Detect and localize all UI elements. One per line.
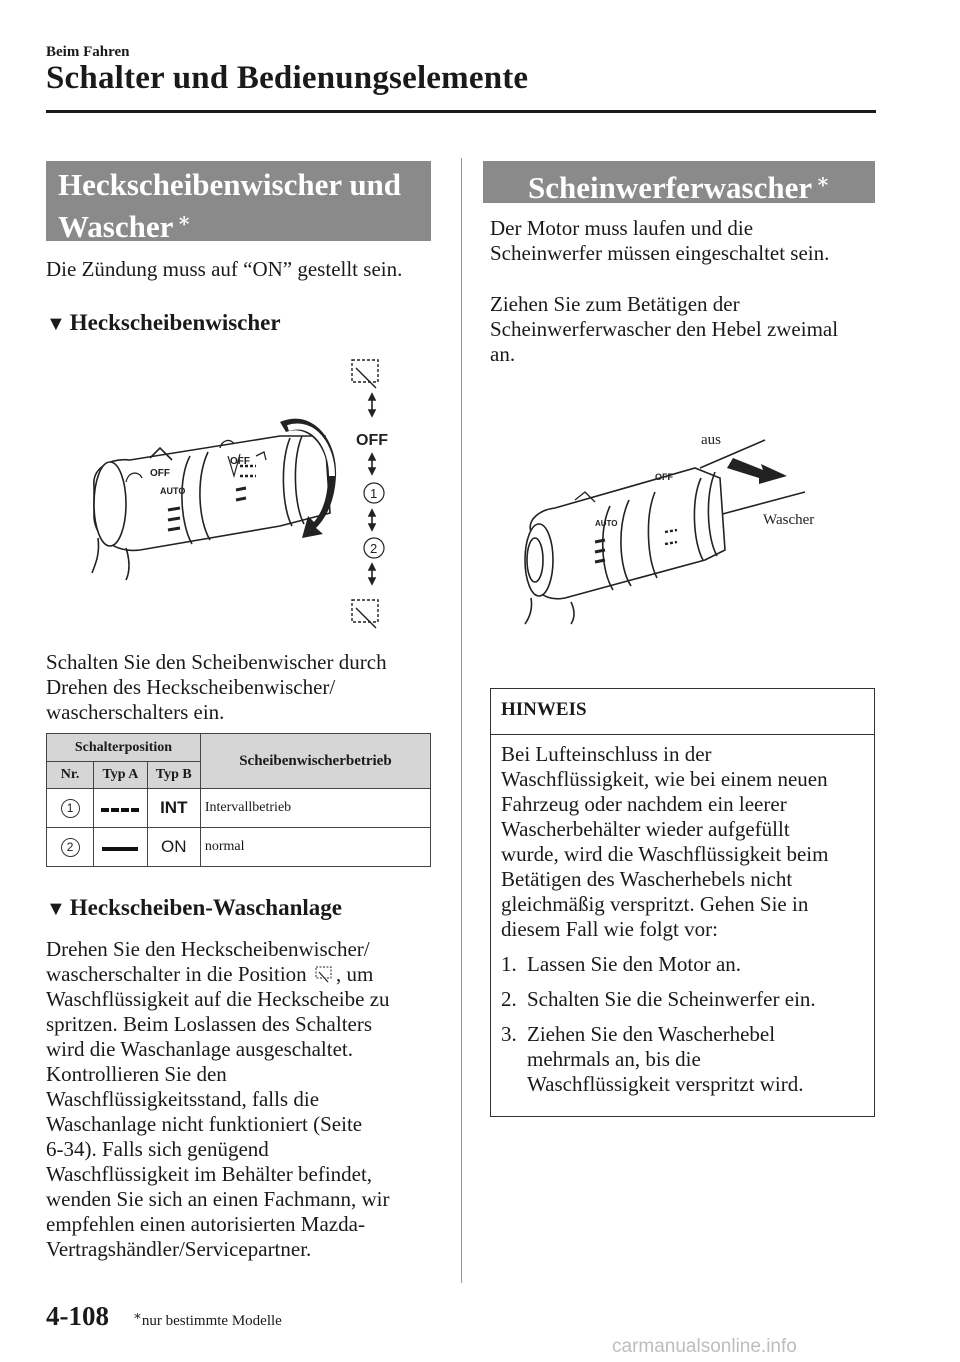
- column-divider: [461, 158, 462, 1283]
- knob-off-label-1: OFF: [150, 468, 170, 479]
- banner-line-1: Heckscheibenwischer und: [58, 167, 402, 202]
- dashed-line-icon: [101, 808, 139, 812]
- rear-wiper-lever-illustration: [80, 348, 420, 638]
- note-title: HINWEIS: [491, 689, 874, 735]
- mode-intervall: Intervallbetrieb: [200, 789, 430, 828]
- typ-b-int: INT: [147, 789, 200, 828]
- list-item: 1. Lassen Sie den Motor an.: [501, 952, 742, 976]
- table-col-typ-a: Typ A: [94, 762, 148, 789]
- washer-paragraph: Drehen Sie den Heckscheibenwischer/ wascherschalter in die Position , um Waschflüssigkeit auf die Heckscheibe zu spritzen. Beim Loslassen des Schalters wird die Waschanlage ausgeschaltet. Kontrollieren Sie den Waschflüssigkeitsstand, falls die Waschanlage nicht funktioniert (Seite 6-34). Falls sich genügend Waschflüssigkeit im Behälter befindet, wenden Sie sich an einen Fachmann, wir empfehlen einen autorisierten Mazda- Vertragshändler/Servicepartner.: [46, 937, 390, 1261]
- table-header-position: Schalterposition: [47, 734, 201, 762]
- engine-note: Der Motor muss laufen und die Scheinwerfer müssen eingeschaltet sein.: [490, 216, 830, 265]
- position-2-marker: 2: [370, 541, 378, 556]
- solid-line-icon: [102, 847, 138, 851]
- table-row: [47, 789, 431, 828]
- banner-line-2: Wascher ∗: [58, 209, 192, 244]
- optional-star-icon: ∗: [816, 171, 830, 193]
- switch-description: Schalten Sie den Scheibenwischer durch Drehen des Heckscheibenwischer/ wascherschalters ein.: [46, 650, 387, 724]
- row-number-badge: 2: [61, 838, 80, 857]
- list-item: 3. Ziehen Sie den Wascherhebel mehrmals an, bis die Waschflüssigkeit verspritzt wird.: [501, 1022, 804, 1096]
- mode-normal: normal: [200, 828, 430, 867]
- off-position-label: OFF: [356, 432, 388, 449]
- knob-off-label-2: OFF: [230, 456, 250, 467]
- section-banner-rear-wiper: [46, 161, 431, 244]
- washer-position-icon: [314, 965, 334, 983]
- table-col-typ-b: Typ B: [147, 762, 200, 789]
- subheading-rear-wiper: ▼ Heckscheibenwischer: [46, 310, 281, 335]
- note-box: [490, 688, 875, 1117]
- triangle-bullet-icon: ▼: [46, 898, 66, 920]
- knob-off-label: OFF: [655, 472, 673, 482]
- table-row: [47, 828, 431, 867]
- typ-b-on: ON: [147, 828, 200, 867]
- list-item: 2. Schalten Sie die Scheinwerfer ein.: [501, 987, 816, 1011]
- ignition-note: Die Zündung muss auf “ON” gestellt sein.: [46, 257, 403, 281]
- subheading-rear-washer: ▼ Heckscheiben-Waschanlage: [46, 895, 342, 920]
- knob-auto-label: AUTO: [160, 486, 186, 496]
- optional-star-icon: ∗: [177, 210, 192, 232]
- headlight-washer-lever-illustration: [505, 420, 835, 625]
- header-rule: [46, 110, 876, 113]
- row-number-badge: 1: [61, 799, 80, 818]
- page-number: 4-108: [46, 1301, 109, 1331]
- label-wascher: Wascher: [763, 512, 815, 528]
- section-banner-headlight-washer: Scheinwerferwascher ∗: [483, 161, 875, 203]
- watermark: carmanualsonline.info: [612, 1336, 797, 1357]
- position-1-marker: 1: [370, 486, 378, 501]
- table-col-nr: Nr.: [47, 762, 94, 789]
- operation-note: Ziehen Sie zum Betätigen der Scheinwerferwascher den Hebel zweimal an.: [490, 292, 839, 366]
- knob-auto-label: AUTO: [595, 519, 618, 528]
- label-aus: aus: [701, 432, 721, 448]
- triangle-bullet-icon: ▼: [46, 313, 66, 335]
- section-label: Beim Fahren: [46, 44, 130, 60]
- footnote: ∗nur bestimmte Modelle: [133, 1308, 282, 1329]
- table-header-mode: Scheibenwischerbetrieb: [200, 734, 430, 789]
- page-title: Schalter und Bedienungselemente: [46, 60, 529, 96]
- switch-position-table: [46, 733, 431, 867]
- optional-star-icon: ∗: [133, 1308, 142, 1323]
- note-body: Bei Lufteinschluss in der Waschflüssigkeit, wie bei einem neuen Fahrzeug oder nachdem ein leerer Wascherbehälter wieder aufgefüllt wurde, wird die Waschflüssigkeit beim Betätigen des Wascherhebels nicht gleichmäßig verspritzt. Gehen Sie in diesem Fall wie folgt vor: 1. Lassen Sie den Motor an. 2. Schalten Sie die Scheinwerfer ein. 3. Ziehen Sie den Wascherhebel mehrmals an, bis die Waschflüssigkeit verspritzt wird.: [491, 735, 874, 1097]
